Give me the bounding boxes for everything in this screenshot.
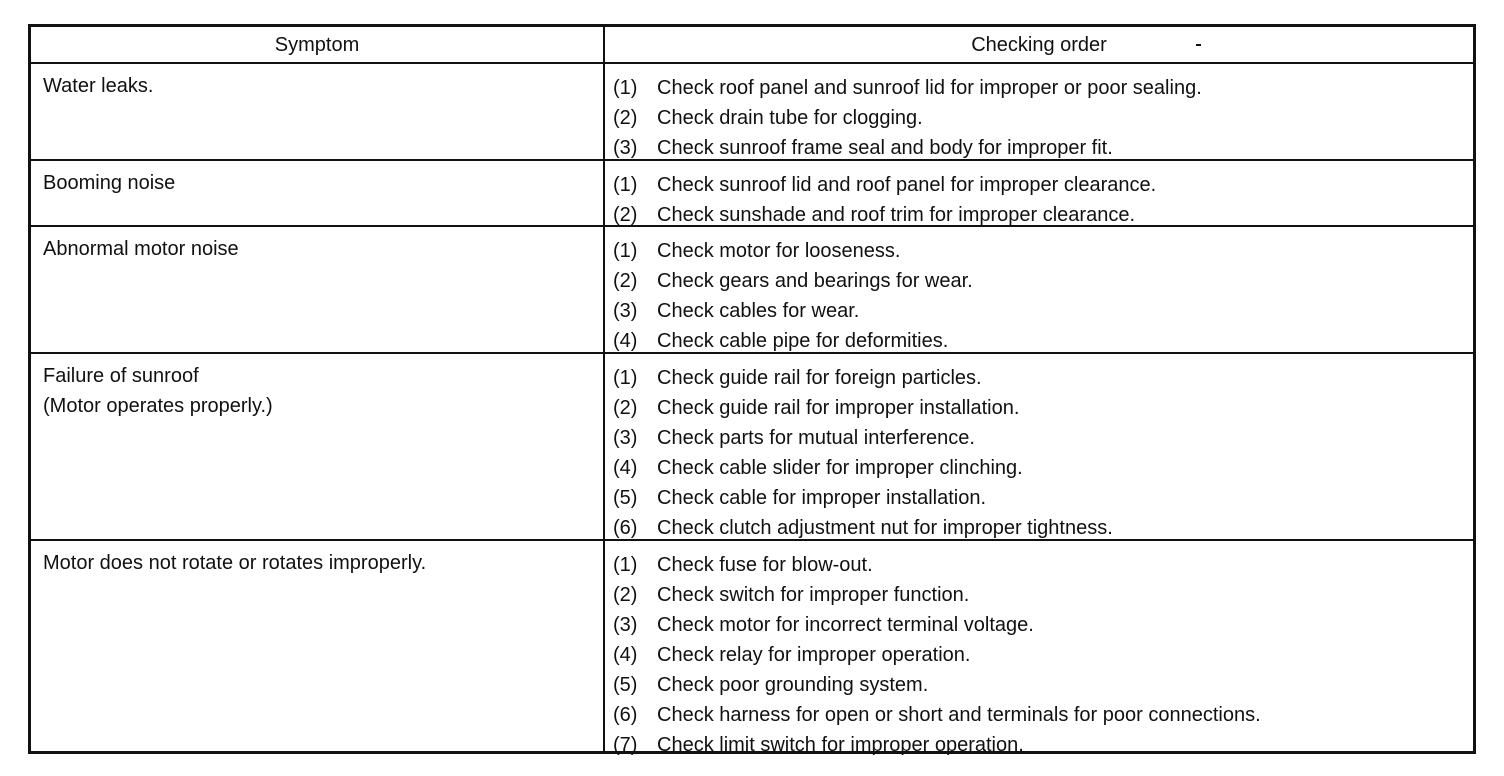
check-text: Check drain tube for clogging. (657, 107, 923, 129)
check-text: Check roof panel and sunroof lid for improper or poor sealing. (657, 77, 1202, 99)
check-item (613, 513, 1473, 543)
check-text: Check cable pipe for deformities. (657, 330, 949, 352)
check-text: Check sunshade and roof trim for improper clearance. (657, 204, 1136, 226)
check-text: Check harness for open or short and terminals for poor connections. (657, 704, 1261, 726)
check-text: Check limit switch for improper operation. (657, 734, 1024, 756)
symptom-text: Abnormal motor noise (43, 238, 239, 260)
header-checking-order: Checking order (971, 34, 1107, 56)
table-row (31, 161, 1473, 227)
table-header-row (31, 27, 1473, 64)
symptom-text: Motor does not rotate or rotates improperly. (43, 552, 427, 574)
symptom-cell (31, 64, 605, 159)
check-number: (1) (613, 554, 638, 576)
check-text: Check clutch adjustment nut for improper tightness. (657, 517, 1113, 539)
check-number: (3) (613, 427, 638, 449)
check-text: Check guide rail for foreign particles. (657, 367, 982, 389)
check-text: Check motor for incorrect terminal voltage. (657, 614, 1034, 636)
check-item (613, 236, 1473, 266)
checks-cell (605, 227, 1473, 352)
check-item (613, 453, 1473, 483)
check-text: Check parts for mutual interference. (657, 427, 975, 449)
check-number: (1) (613, 240, 638, 262)
symptom-note: (Motor operates properly.) (43, 395, 273, 417)
checks-cell (605, 354, 1473, 539)
symptom-cell (31, 161, 605, 225)
check-number: (2) (613, 397, 638, 419)
check-number: (5) (613, 674, 638, 696)
check-number: (4) (613, 457, 638, 479)
check-item (613, 640, 1473, 670)
check-text: Check guide rail for improper installation. (657, 397, 1020, 419)
stray-mark (1196, 44, 1201, 46)
symptom-cell (31, 354, 605, 539)
check-number: (3) (613, 300, 638, 322)
check-item (613, 133, 1473, 163)
check-text: Check relay for improper operation. (657, 644, 971, 666)
check-item (613, 266, 1473, 296)
table-row (31, 227, 1473, 354)
check-item (613, 73, 1473, 103)
check-text: Check cable for improper installation. (657, 487, 987, 509)
check-item (613, 200, 1473, 230)
check-text: Check gears and bearings for wear. (657, 270, 973, 292)
check-number: (3) (613, 614, 638, 636)
header-symptom: Symptom (31, 27, 605, 62)
check-item (613, 700, 1473, 730)
table-row (31, 64, 1473, 161)
check-number: (6) (613, 704, 638, 726)
table-row (31, 354, 1473, 541)
check-number: (6) (613, 517, 638, 539)
check-item (613, 363, 1473, 393)
check-number: (7) (613, 734, 638, 756)
checks-cell (605, 161, 1473, 225)
symptom-text: Water leaks. (43, 75, 154, 97)
check-text: Check cable slider for improper clinching. (657, 457, 1023, 479)
checks-cell (605, 64, 1473, 159)
check-text: Check sunroof frame seal and body for improper fit. (657, 137, 1113, 159)
check-item (613, 550, 1473, 580)
check-item (613, 670, 1473, 700)
check-number: (1) (613, 77, 638, 99)
check-number: (3) (613, 137, 638, 159)
check-number: (5) (613, 487, 638, 509)
check-item (613, 170, 1473, 200)
check-item (613, 610, 1473, 640)
symptom-text: Booming noise (43, 172, 176, 194)
check-text: Check fuse for blow-out. (657, 554, 873, 576)
check-number: (1) (613, 367, 638, 389)
check-text: Check cables for wear. (657, 300, 860, 322)
check-number: (1) (613, 174, 638, 196)
symptom-cell (31, 227, 605, 352)
troubleshooting-table (28, 24, 1476, 754)
check-item (613, 580, 1473, 610)
check-number: (2) (613, 270, 638, 292)
check-number: (2) (613, 107, 638, 129)
table-row (31, 541, 1473, 756)
check-item (613, 483, 1473, 513)
checks-cell (605, 541, 1473, 756)
check-text: Check sunroof lid and roof panel for improper clearance. (657, 174, 1157, 196)
check-text: Check motor for looseness. (657, 240, 901, 262)
check-item (613, 326, 1473, 356)
check-item (613, 103, 1473, 133)
check-text: Check switch for improper function. (657, 584, 970, 606)
check-item (613, 730, 1473, 760)
check-number: (2) (613, 204, 638, 226)
symptom-cell (31, 541, 605, 751)
check-number: (4) (613, 644, 638, 666)
check-item (613, 393, 1473, 423)
check-number: (2) (613, 584, 638, 606)
check-number: (4) (613, 330, 638, 352)
check-item (613, 296, 1473, 326)
check-text: Check poor grounding system. (657, 674, 929, 696)
symptom-text: Failure of sunroof (43, 365, 199, 387)
check-item (613, 423, 1473, 453)
